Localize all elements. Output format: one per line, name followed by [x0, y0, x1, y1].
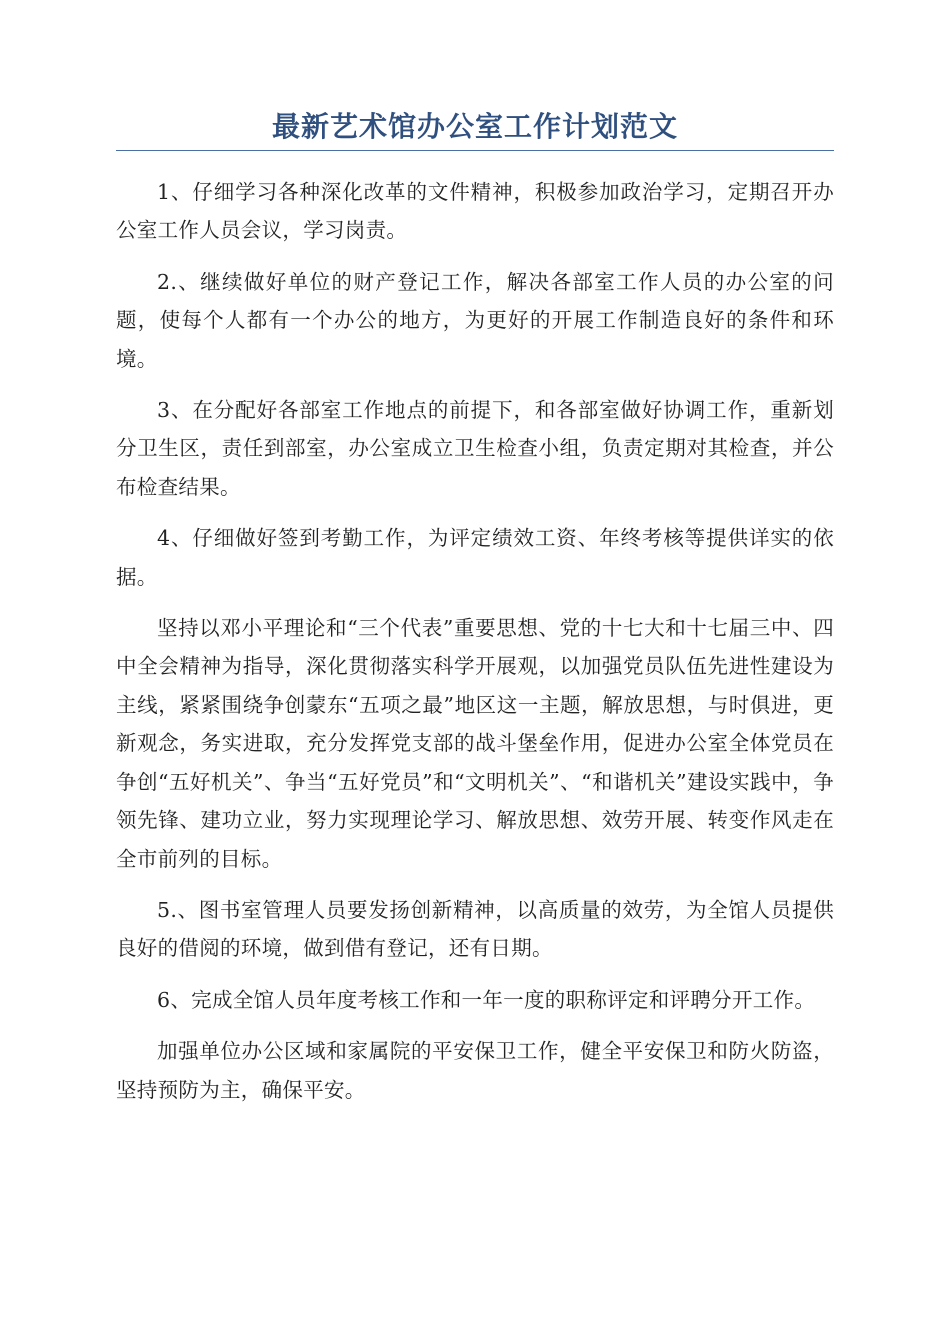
paragraph-6: 5.、图书室管理人员要发扬创新精神，以高质量的效劳，为全馆人员提供良好的借阅的环境，做到借有登记，还有日期。 — [116, 897, 834, 961]
paragraph-4: 4、仔细做好签到考勤工作，为评定绩效工资、年终考核等提供详实的依据。 — [116, 526, 834, 589]
paragraph-1: 1、仔细学习各种深化改革的文件精神，积极参加政治学习，定期召开办公室工作人员会议，学习岗责。 — [116, 180, 834, 243]
paragraph-3: 3、在分配好各部室工作地点的前提下，和各部室做好协调工作，重新划分卫生区，责任到部室，办公室成立卫生检查小组，负责定期对其检查，并公布检查结果。 — [116, 398, 834, 499]
document-page — [116, 110, 834, 1122]
document-title: 最新艺术馆办公室工作计划范文 — [271, 110, 678, 143]
paragraph-2: 2.、继续做好单位的财产登记工作，解决各部室工作人员的办公室的问题，使每个人都有一个办公的地方，为更好的开展工作制造良好的条件和环境。 — [116, 269, 834, 371]
paragraph-5: 坚持以邓小平理论和“三个代表”重要思想、党的十七大和十七届三中、四中全会精神为指导，深化贯彻落实科学开展观，以加强党员队伍先进性建设为主线，紧紧围绕争创蒙东“五项之最”地区这一主题，解放思想，与时俱进，更新观念，务实进取，充分发挥党支部的战斗堡垒作用，促进办公室全体党员在争创“五好机关”、争当“五好党员”和“文明机关”、“和谐机关”建设实践中，争领先锋、建功立业，努力实现理论学习、解放思想、效劳开展、转变作风走在全市前列的目标。 — [116, 616, 834, 871]
paragraph-7: 6、完成全馆人员年度考核工作和一年一度的职称评定和评聘分开工作。 — [157, 987, 816, 1012]
title-underline — [116, 150, 834, 151]
paragraph-8: 加强单位办公区域和家属院的平安保卫工作，健全平安保卫和防火防盗，坚持预防为主，确保平安。 — [116, 1039, 834, 1102]
